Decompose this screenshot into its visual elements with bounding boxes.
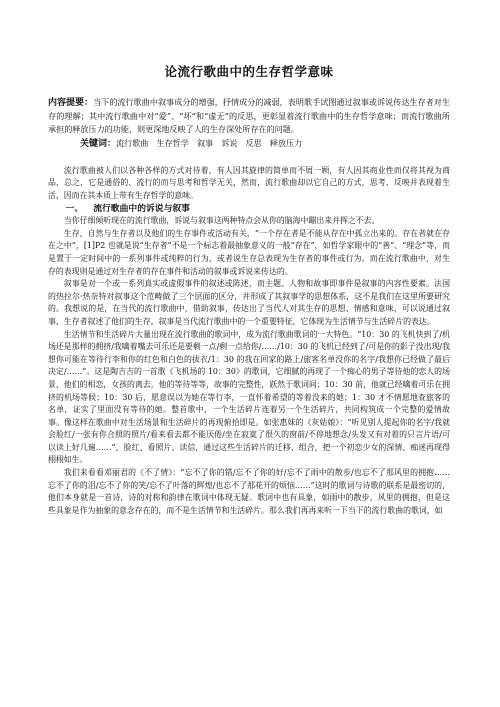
paragraph: 生活情节和生活碎片大量出现在流行歌曲的歌词中，成为流行歌曲歌词的一大特色。“10：30 的飞机快到了/机场还是那样的拥挤/我噙着嘴去可乐还是要剩一点/剩一点给你/……/10：30 的飞机已经到了/可是你的影子没出现/我想你可能在等待行李和你的红色和白色的拔衣/1：30 的我在回家的路上/旅客名单没你的名字/我想你已经做了最后决定/……”。这是陶吉吉的一首歌《飞机场的 10：30》的歌词，它细腻的再现了一个痴心的男子等待他的恋人的场景，他们的相恋，女孩的离去，他的等待等等，故事的完整性，跃然于歌词间；10：30 前，他就已经噙着可乐在拥挤的机场等候；10：30 后，愿意误以为她在等行李，一直怀着希望的等着没来的她；1：30 才不情愿地查旅客的名单，证实了里面没有等待的她。整首歌中，一个生活碎片连着另一个生活碎片，共同构筑成一个完整的爱情故事。像这样在歌曲中对生活场景和生活碎片的再现俯拾即是。如张惠妹的《灰姑娘》：“听见别人提起你的名字/我就会脸红/一张有你合照的照片/看来看去都不能厌倦/坐在寂寞了很久的窗前/不停地想念/头发又有对着的只言片语/可以读上好几遍……”，脸红、看照片、读信，通过这些生活碎片的迁移、组合，把一个初恋少女的深情、痴迷再现得栩栩如生。 (48, 329, 450, 465)
abstract (48, 96, 450, 137)
section-heading (48, 203, 450, 216)
abstract-label: 内容提要： (48, 98, 94, 108)
intro-paragraph: 流行歌曲被人们以各种各样的方式对待着，有人因其旋律的简单而不屑一顾，有人因其商业性而仅将其视为商品，总之，它是通俗的、流行的而与思考和哲学无关，然而，流行歌曲却以它自己的方式，思考、反映并表现着生活，因而在其本质上带有生存哲学的意味。 (48, 165, 450, 200)
section-title: 流行歌曲中的诉说与叙事 (93, 203, 190, 214)
body-text (48, 165, 450, 518)
keywords (48, 137, 450, 151)
paragraph: 叙事是对一个或一系列真实或虚假事件的叙述或陈述，而主题、人物和故事即事件是叙事的内容性要素。法国的热拉尔·热奈特对叙事这个范畴做了三个层面的区分，并形成了其叙事学的思想体系，这不是我们在这里所要研究的。我想说的是，在当代的流行歌曲中，借助叙事，传达出了当代人对其生存的思想、情感和意味，可以说通过叙事，生存者叙述了他们的生存。叙事是当代流行歌曲中的一个重要特征，它体现为生活情节与生活碎片的表达。 (48, 279, 450, 326)
keywords-text: 流行歌曲 生存哲学 叙事 诉说 反思 释放压力 (116, 137, 303, 148)
document-title: 论流行歌曲中的生存哲学意味 (164, 64, 334, 79)
paragraph: 生存，自然与生存者以及他们的生存事件或活动有关，“一个存在者是不能从存在中孤立出来的。存在者就在存在之中”，[1]P2 也就是说“生存者”不是一个标志着最抽象意义的一般“存在”，如哲学家眼中的“善”、“理念”等，而是置于一定时间中的一系列事件或纯粹的行为，或者说生存总表现为生存者的事件或行为。而在流行歌曲中，对生存的表现则是通过对生存者的存在事件和活动的叙事或诉说来传达的。 (48, 228, 450, 276)
abstract-text: 当下的流行歌曲中叙事成分的增强，抒情成分的减弱，表明歌手试图通过叙事或诉说传达生存者对生存的理解；其中流行歌曲中对“爱”、“坏”和“虚无”的反思，更彰显着流行歌曲中的生存哲学意味；而流行歌曲所承担的释放压力的功能，则更深地反映了人的生存深处所存在的问题。 (48, 97, 450, 135)
section-number: 一、 (65, 203, 84, 214)
paragraph: 我们来看看邓丽君的《不了情》：“忘不了你的错/忘不了你的好/忘不了雨中的散步/也忘不了那风里的拥抱……忘不了你的泪/忘不了你的笑/忘不了叶落的辉煌/也忘不了那花开的烦恼……”这时的歌词与诗歌的联系是最密切的，他们本身就是一首诗，诗的对称和韵律在歌词中体现无疑。歌词中也有具象，如雨中的散步，风里的拥抱，但是这些具象是作为抽象的意念存在的，而不是生活情节和生活碎片。那么我们再再来听一下当下的流行歌曲的歌词，如 (48, 468, 450, 515)
paragraph: 当你仔细倾听现在的流行歌曲，诉说与叙事这两种特点会从你的脑海中蹦出来并挥之不去。 (63, 216, 380, 226)
keywords-label: 关键词： (80, 138, 117, 149)
